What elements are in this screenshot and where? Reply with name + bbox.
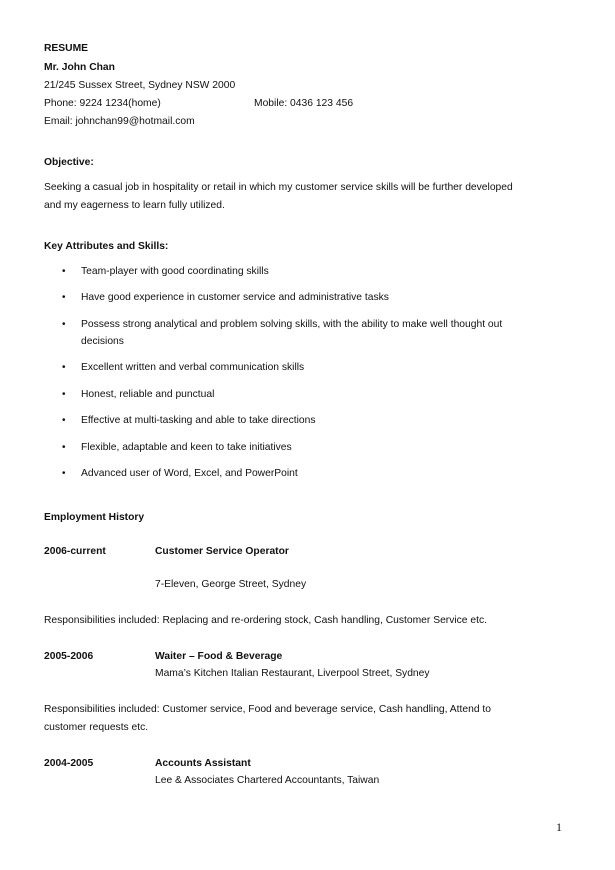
bullet-marker: • [62,292,66,303]
bullet-marker: • [62,266,66,277]
objective-line: Seeking a casual job in hospitality or retail in which my customer service skills will be further developed [44,182,513,193]
objective-line: and my eagerness to learn fully utilized. [44,200,225,211]
skill-item: Advanced user of Word, Excel, and PowerPoint [81,468,298,479]
phone-home: Phone: 9224 1234(home) [44,98,161,109]
skill-item: Effective at multi-tasking and able to take directions [81,415,316,426]
job-title: Waiter – Food & Beverage [155,651,283,662]
job-period: 2005-2006 [44,651,94,662]
job-employer: Mama’s Kitchen Italian Restaurant, Liverpool Street, Sydney [155,668,430,679]
phone-mobile: Mobile: 0436 123 456 [254,98,354,109]
skill-item: Honest, reliable and punctual [81,389,215,400]
job-responsibilities-continued: customer requests etc. [44,722,149,733]
bullet-marker: • [62,442,66,453]
address: 21/245 Sussex Street, Sydney NSW 2000 [44,80,236,91]
email: Email: johnchan99@hotmail.com [44,116,195,127]
skill-item-continued: decisions [81,336,124,347]
skill-item: Excellent written and verbal communication skills [81,362,305,373]
job-employer: 7-Eleven, George Street, Sydney [155,579,307,590]
skill-item: Flexible, adaptable and keen to take initiatives [81,442,292,453]
bullet-marker: • [62,362,66,373]
objective-heading: Objective: [44,157,94,168]
job-title: Accounts Assistant [155,758,251,769]
applicant-name: Mr. John Chan [44,62,115,73]
resume-title: RESUME [44,43,89,54]
bullet-marker: • [62,389,66,400]
skill-item: Team-player with good coordinating skills [81,266,269,277]
employment-heading: Employment History [44,512,145,523]
bullet-marker: • [62,468,66,479]
job-employer: Lee & Associates Chartered Accountants, Taiwan [155,775,380,786]
job-period: 2004-2005 [44,758,94,769]
job-period: 2006-current [44,546,106,557]
job-responsibilities: Responsibilities included: Replacing and re-ordering stock, Cash handling, Customer Service etc. [44,615,487,626]
skill-item: Have good experience in customer service and administrative tasks [81,292,389,303]
bullet-marker: • [62,415,66,426]
skills-heading: Key Attributes and Skills: [44,241,169,252]
skill-item: Possess strong analytical and problem solving skills, with the ability to make well thought out [81,319,503,330]
job-title: Customer Service Operator [155,546,289,557]
page-number: 1 [556,820,562,834]
job-responsibilities: Responsibilities included: Customer service, Food and beverage service, Cash handling, Attend to [44,704,492,715]
bullet-marker: • [62,319,66,330]
